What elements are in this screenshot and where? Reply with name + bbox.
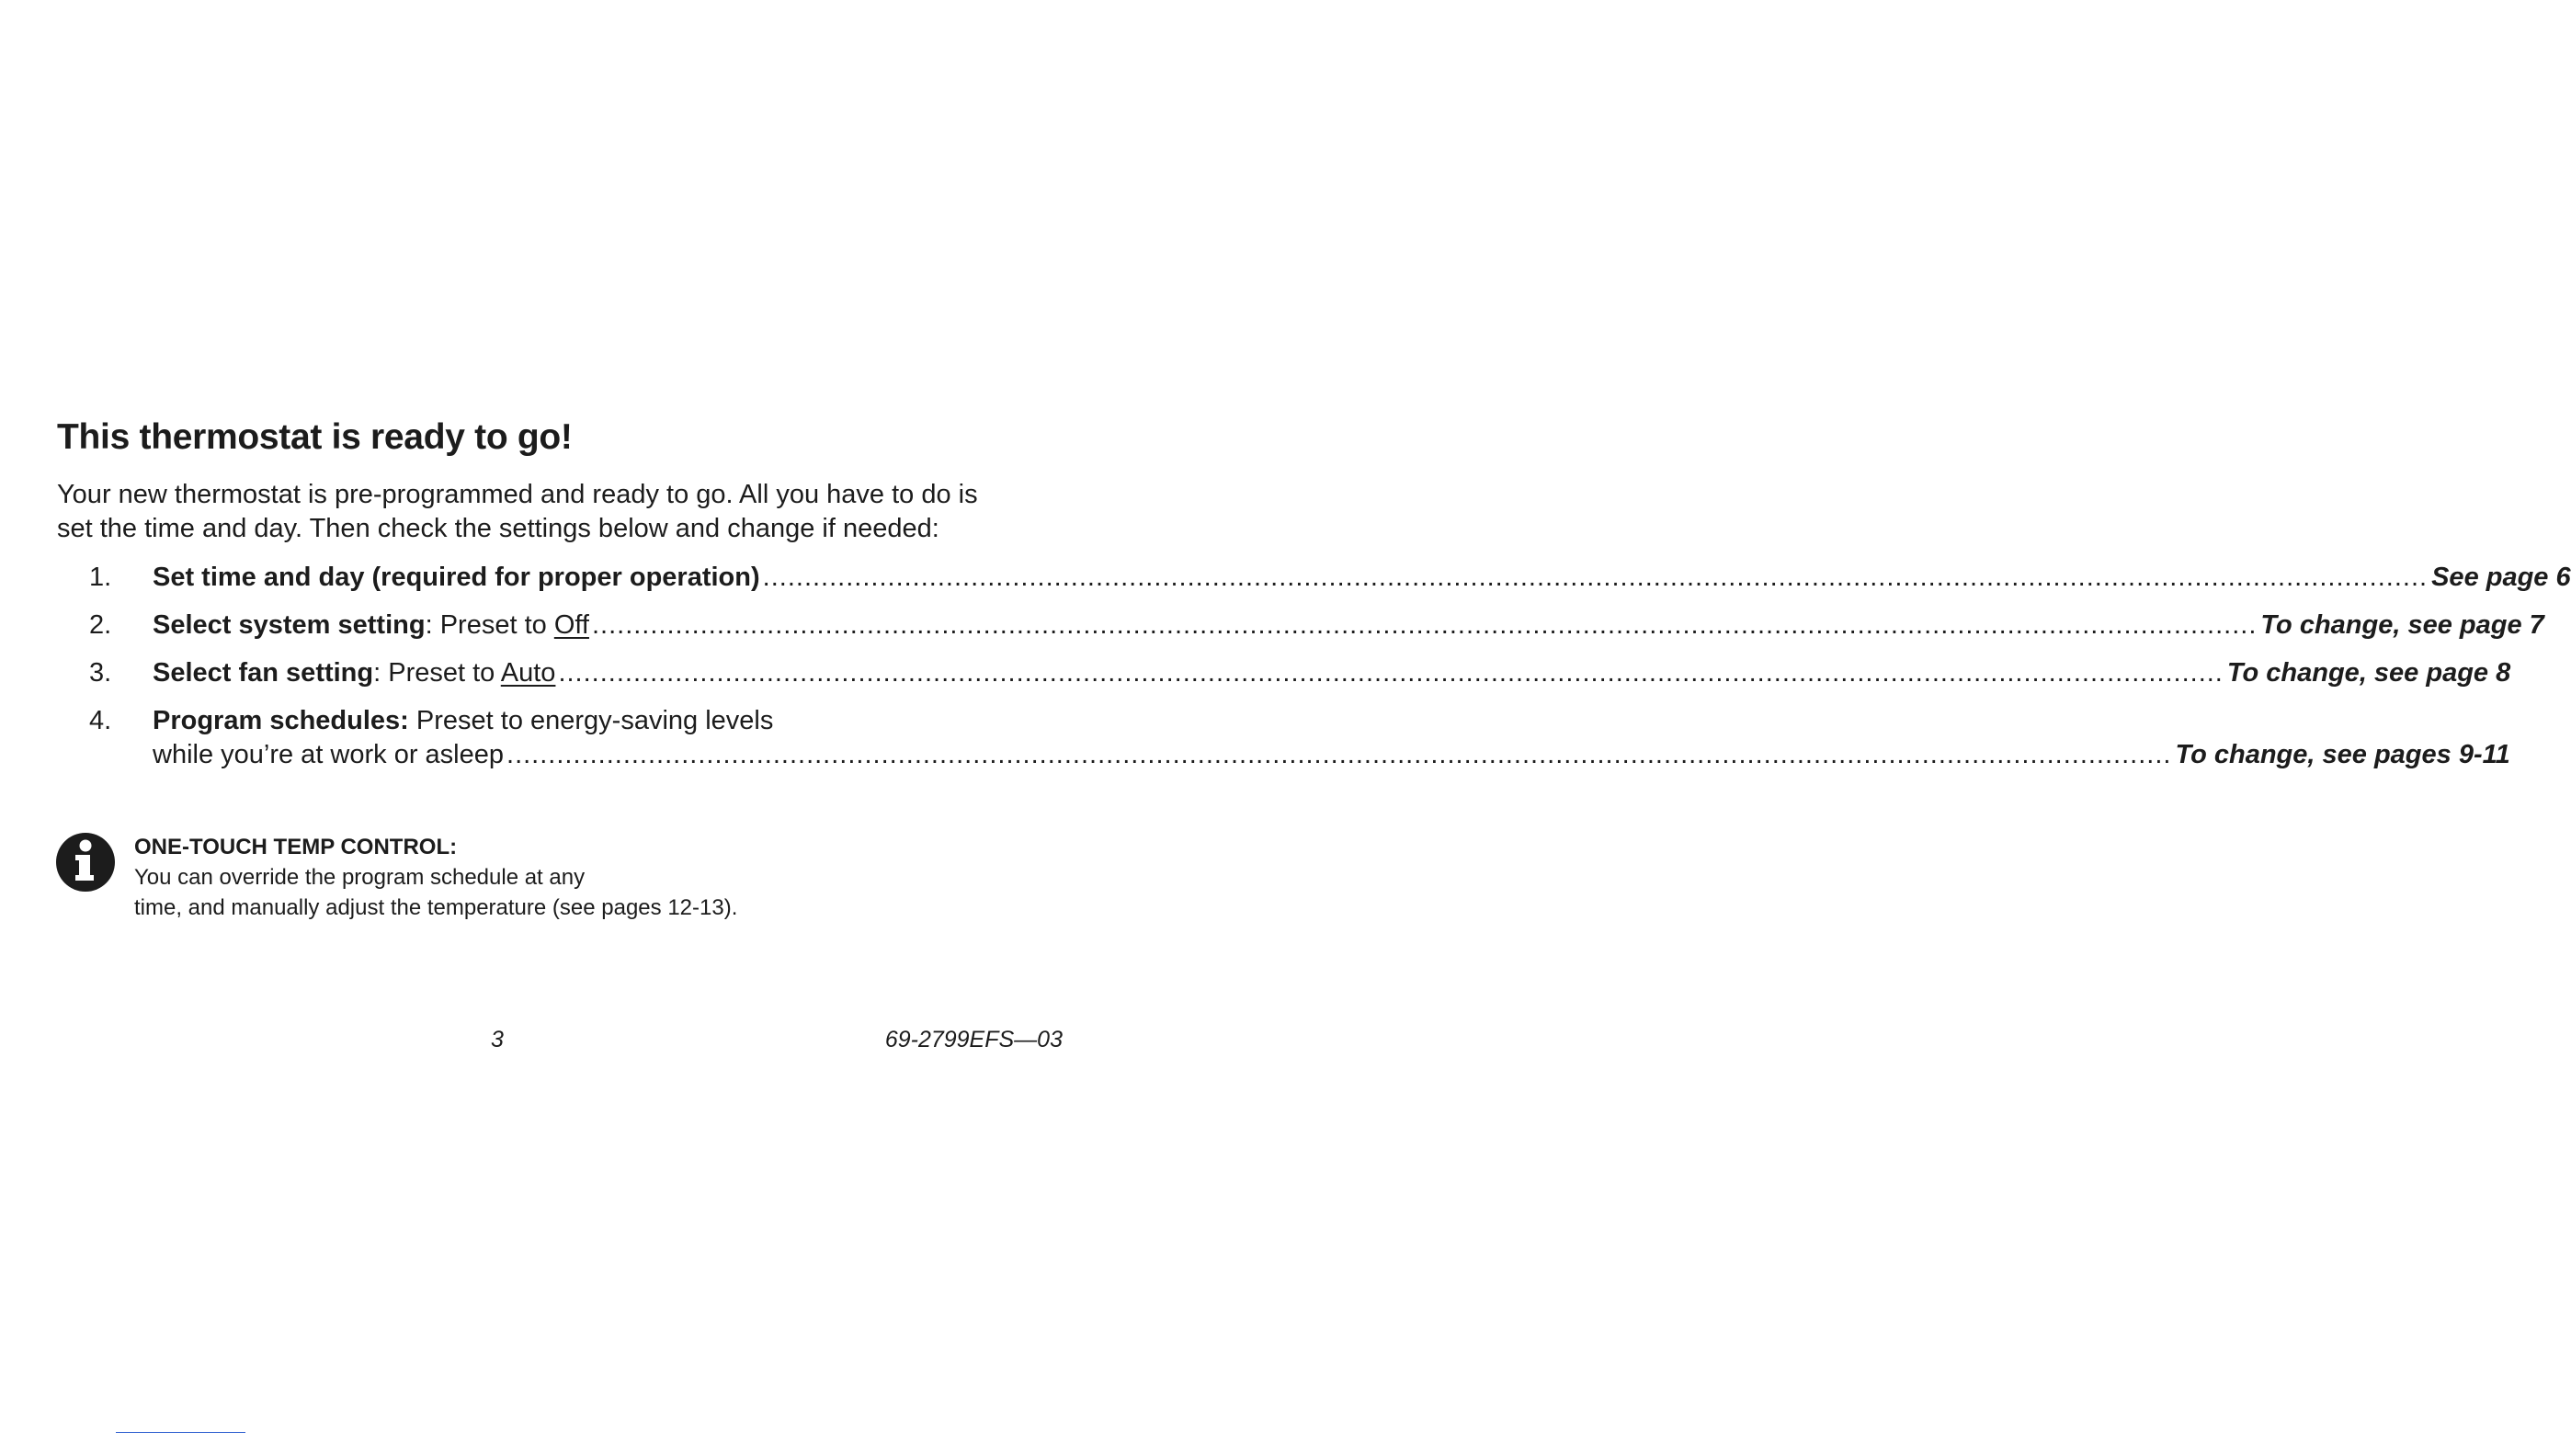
intro-line-2: set the time and day. Then check the settings below and change if needed: [57, 514, 939, 543]
step-text: : Preset to [425, 610, 554, 640]
step-line-continued [153, 735, 2510, 774]
intro-line-1: Your new thermostat is pre-programmed and ready to go. All you have to do is [57, 480, 978, 509]
preset-value: Off [553, 610, 589, 640]
page-reference: To change, see pages 9-11 [2175, 740, 2510, 769]
step-lead [153, 701, 773, 740]
step-number: 2. [89, 610, 112, 640]
note-label: ONE-TOUCH TEMP CONTROL: [134, 835, 458, 859]
note-line-2: time, and manually adjust the temperature (see pages 12-13). [134, 895, 738, 920]
step-title: Set time and day (required for proper operation) [153, 563, 760, 592]
dot-leader: ........................................................................................................................................................................................................ [506, 740, 2172, 769]
list-item [0, 701, 2510, 784]
step-title: Select system setting [153, 610, 426, 640]
list-item [0, 606, 2544, 654]
step-line [153, 654, 2511, 692]
step-lead [153, 654, 555, 692]
info-note [134, 832, 1063, 923]
step-number: 4. [89, 706, 112, 735]
page-reference: To change, see page 8 [2226, 658, 2511, 688]
divider [116, 1432, 245, 1433]
note-line-1 [134, 832, 1063, 893]
step-text: Preset to energy-saving levels [408, 706, 774, 735]
page-reference: To change, see page 7 [2260, 610, 2544, 640]
step-number: 1. [89, 563, 112, 592]
steps-list [0, 558, 2571, 784]
step-line [153, 558, 2571, 597]
info-icon [55, 832, 116, 893]
step-title: Select fan setting [153, 658, 374, 688]
page-title: This thermostat is ready to go! [57, 417, 573, 457]
intro-paragraph [57, 478, 1077, 546]
step-number: 3. [89, 658, 112, 688]
dot-leader: ........................................................................................................................................................................................................ [762, 563, 2429, 592]
page-reference: See page 6 [2431, 563, 2571, 592]
dot-leader: ........................................................................................................................................................................................................ [558, 658, 2224, 688]
step-lead [153, 606, 589, 644]
page-number: 3 [491, 1027, 504, 1052]
dot-leader: ........................................................................................................................................................................................................ [591, 610, 2258, 640]
step-continuation: while you’re at work or asleep [153, 740, 505, 769]
preset-value: Auto [500, 658, 556, 688]
note-text: You can override the program schedule at any [134, 865, 586, 890]
step-line [153, 701, 1059, 740]
document-code: 69-2799EFS—03 [884, 1027, 1063, 1052]
list-item [0, 558, 2571, 606]
step-lead [153, 558, 760, 597]
step-line [153, 606, 2544, 644]
step-title: Program schedules: [153, 706, 409, 735]
list-item [0, 654, 2511, 701]
step-text: : Preset to [373, 658, 501, 688]
